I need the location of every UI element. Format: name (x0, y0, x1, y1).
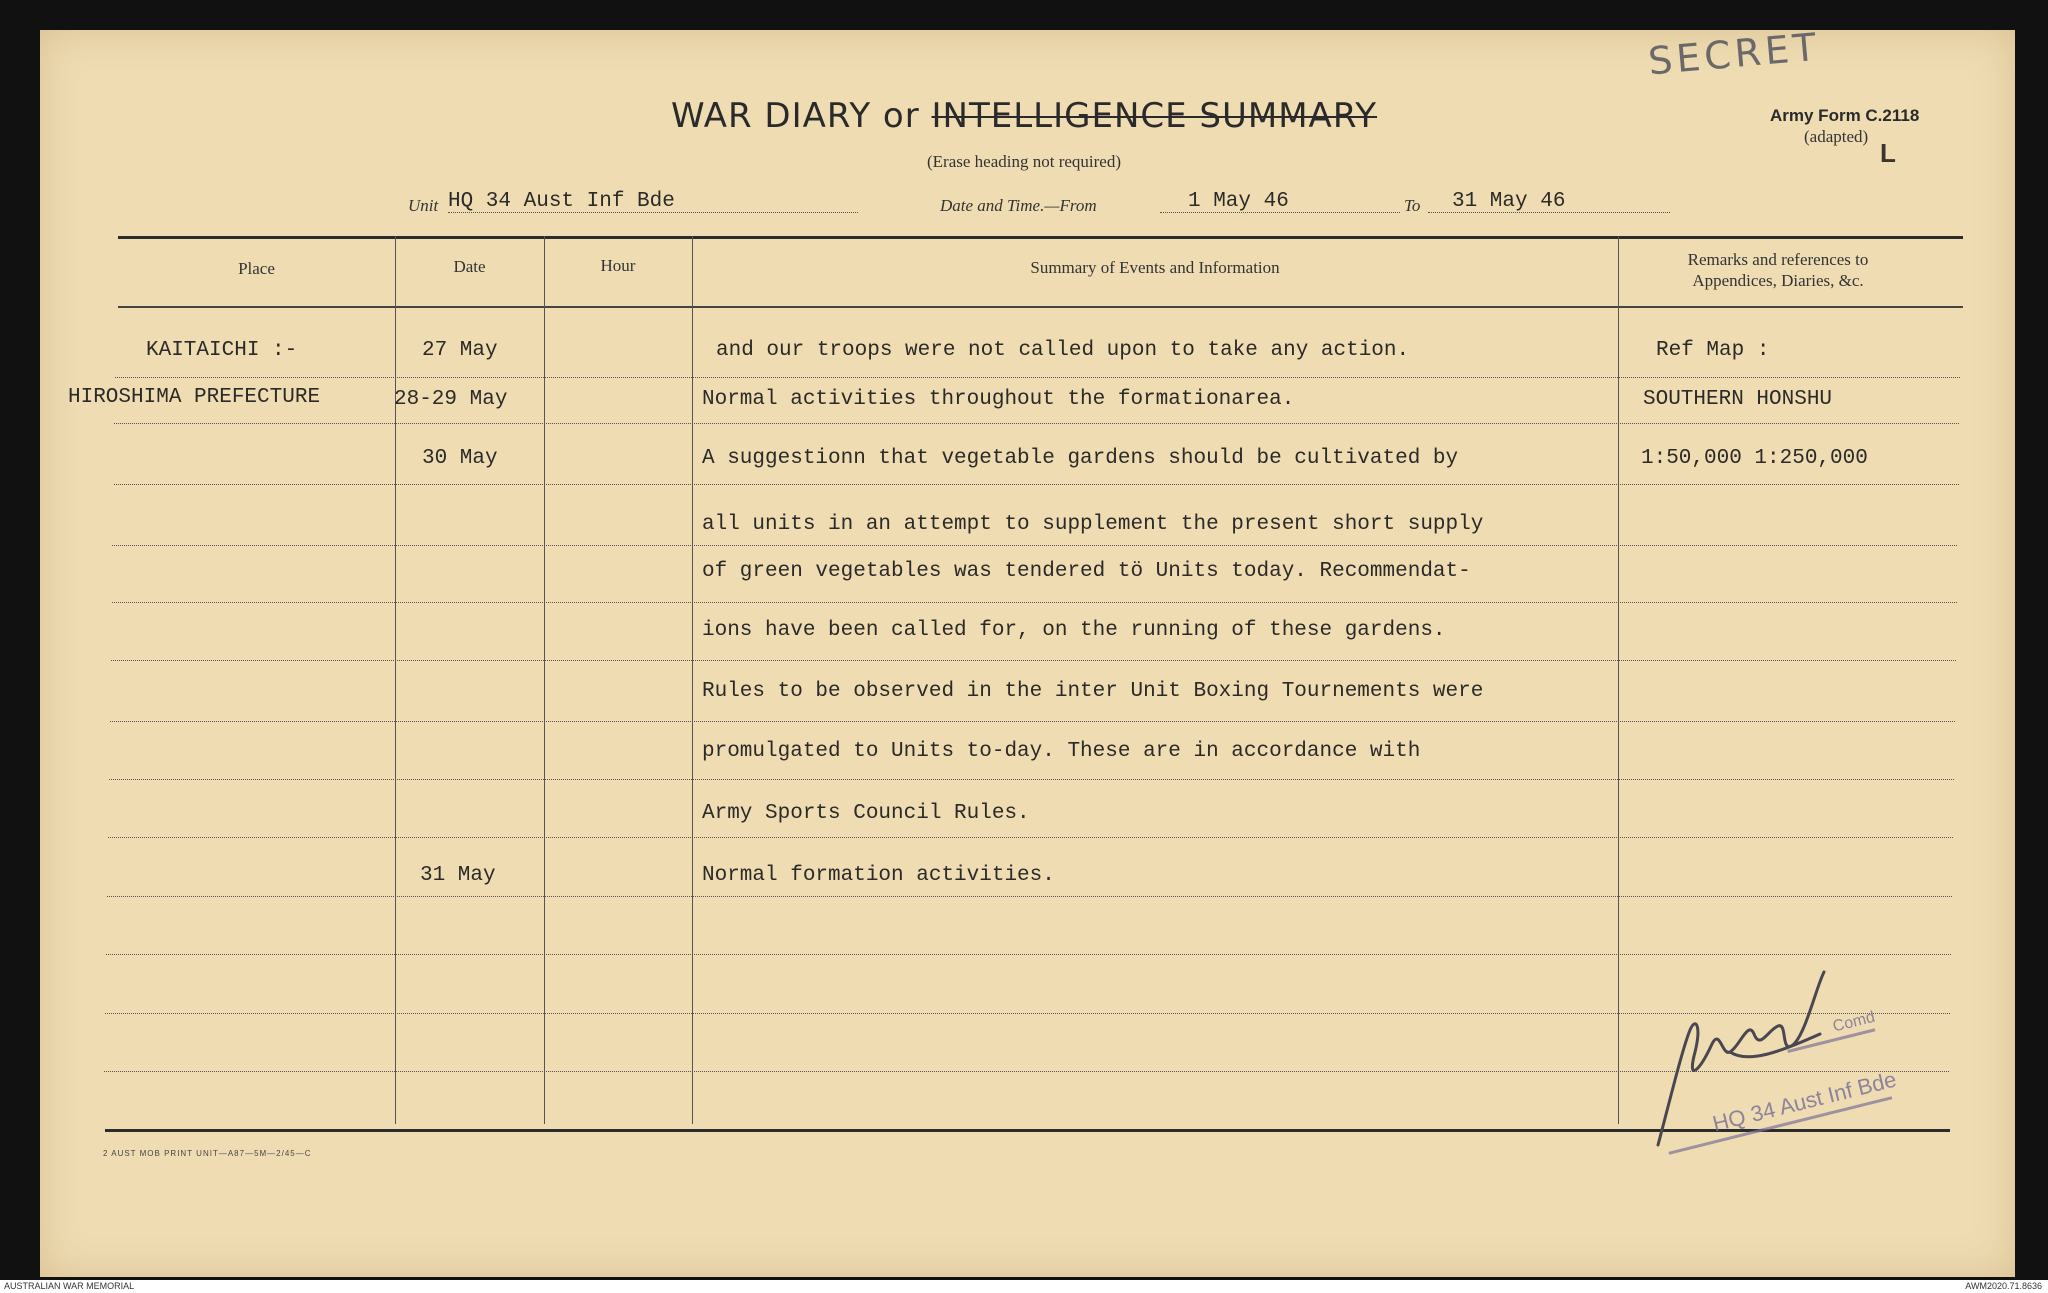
date-from-label: Date and Time.—From (940, 196, 1097, 215)
army-form-mark: L (1880, 138, 1896, 168)
row-summary: and our troops were not called upon to take any action. (716, 339, 1410, 362)
header-remarks: Remarks and references to Appendices, Diaries, &c. (1687, 250, 1869, 290)
row-rule (106, 954, 1951, 955)
row-remarks: 1:50,000 1:250,000 (1641, 447, 1868, 470)
stamp-unit-text: HQ 34 Aust Inf Bde (1710, 1066, 1899, 1137)
row-remarks: SOUTHERN HONSHU (1643, 388, 1833, 411)
column-divider-place (395, 236, 396, 1124)
row-summary: all units in an attempt to supplement the present short supply (702, 513, 1484, 536)
row-date: 30 May (422, 447, 498, 470)
row-summary: ions have been called for, on the running of these gardens. (702, 619, 1446, 642)
row-rule (114, 423, 1959, 424)
date-to-label: To (1404, 196, 1421, 215)
row-rule (107, 896, 1952, 897)
stamp-comd-text: Comd (1831, 1008, 1877, 1036)
army-form-number: Army Form C.2118 (1770, 106, 1920, 125)
row-rule (112, 545, 1957, 546)
row-place: KAITAICHI :- (146, 339, 298, 362)
date-from-line (1160, 212, 1400, 213)
army-form-note: (adapted) (1804, 127, 1869, 146)
archive-accession-number: AWM2020.71.8636 (1965, 1281, 2042, 1291)
row-rule (115, 377, 1960, 378)
row-rule (108, 837, 1953, 838)
form-title-main: WAR DIARY or (670, 96, 932, 136)
header-summary: Summary of Events and Information (1030, 258, 1280, 277)
commander-signature-stamp (1630, 960, 1960, 1160)
row-summary: Normal activities throughout the formationarea. (702, 388, 1295, 411)
column-divider-hour (692, 236, 693, 1124)
row-summary: of green vegetables was tendered tö Units today. Recommendat- (702, 560, 1471, 583)
unit-value: HQ 34 Aust Inf Bde (448, 190, 675, 213)
date-from-value: 1 May 46 (1188, 190, 1289, 213)
column-divider-summary (1618, 236, 1619, 1124)
header-place: Place (238, 259, 275, 278)
printer-imprint: 2 AUST MOB PRINT UNIT—A87—5M—2/45—C (103, 1149, 312, 1158)
archive-credit: AUSTRALIAN WAR MEMORIAL (4, 1281, 135, 1291)
row-rule (110, 721, 1955, 722)
row-rule (109, 779, 1954, 780)
row-summary: promulgated to Units to-day. These are in accordance with (702, 740, 1421, 763)
column-divider-date (544, 236, 545, 1124)
row-summary: Rules to be observed in the inter Unit Boxing Tournements were (702, 680, 1484, 703)
row-summary: Army Sports Council Rules. (702, 802, 1030, 825)
header-hour: Hour (600, 256, 636, 275)
row-date: 28-29 May (394, 388, 508, 411)
row-date: 27 May (422, 339, 498, 362)
form-title-struck: INTELLIGENCE SUMMARY (931, 96, 1378, 136)
unit-field-line (448, 212, 858, 213)
row-rule (111, 660, 1956, 661)
row-date: 31 May (420, 864, 496, 887)
row-rule (114, 484, 1959, 485)
row-summary: Normal formation activities. (702, 864, 1055, 887)
date-to-value: 31 May 46 (1452, 190, 1566, 213)
form-subtitle: (Erase heading not required) (927, 152, 1121, 171)
row-place: HIROSHIMA PREFECTURE (68, 386, 321, 409)
handwritten-secret-note: SECRET (1646, 24, 1822, 84)
row-summary: A suggestionn that vegetable gardens should be cultivated by (702, 447, 1459, 470)
row-rule (112, 602, 1957, 603)
row-remarks: Ref Map : (1656, 339, 1770, 362)
header-date: Date (453, 257, 486, 276)
form-title (0, 96, 2048, 136)
date-to-line (1428, 212, 1670, 213)
archive-credit-bar (0, 1280, 2048, 1293)
unit-label: Unit (408, 196, 439, 215)
